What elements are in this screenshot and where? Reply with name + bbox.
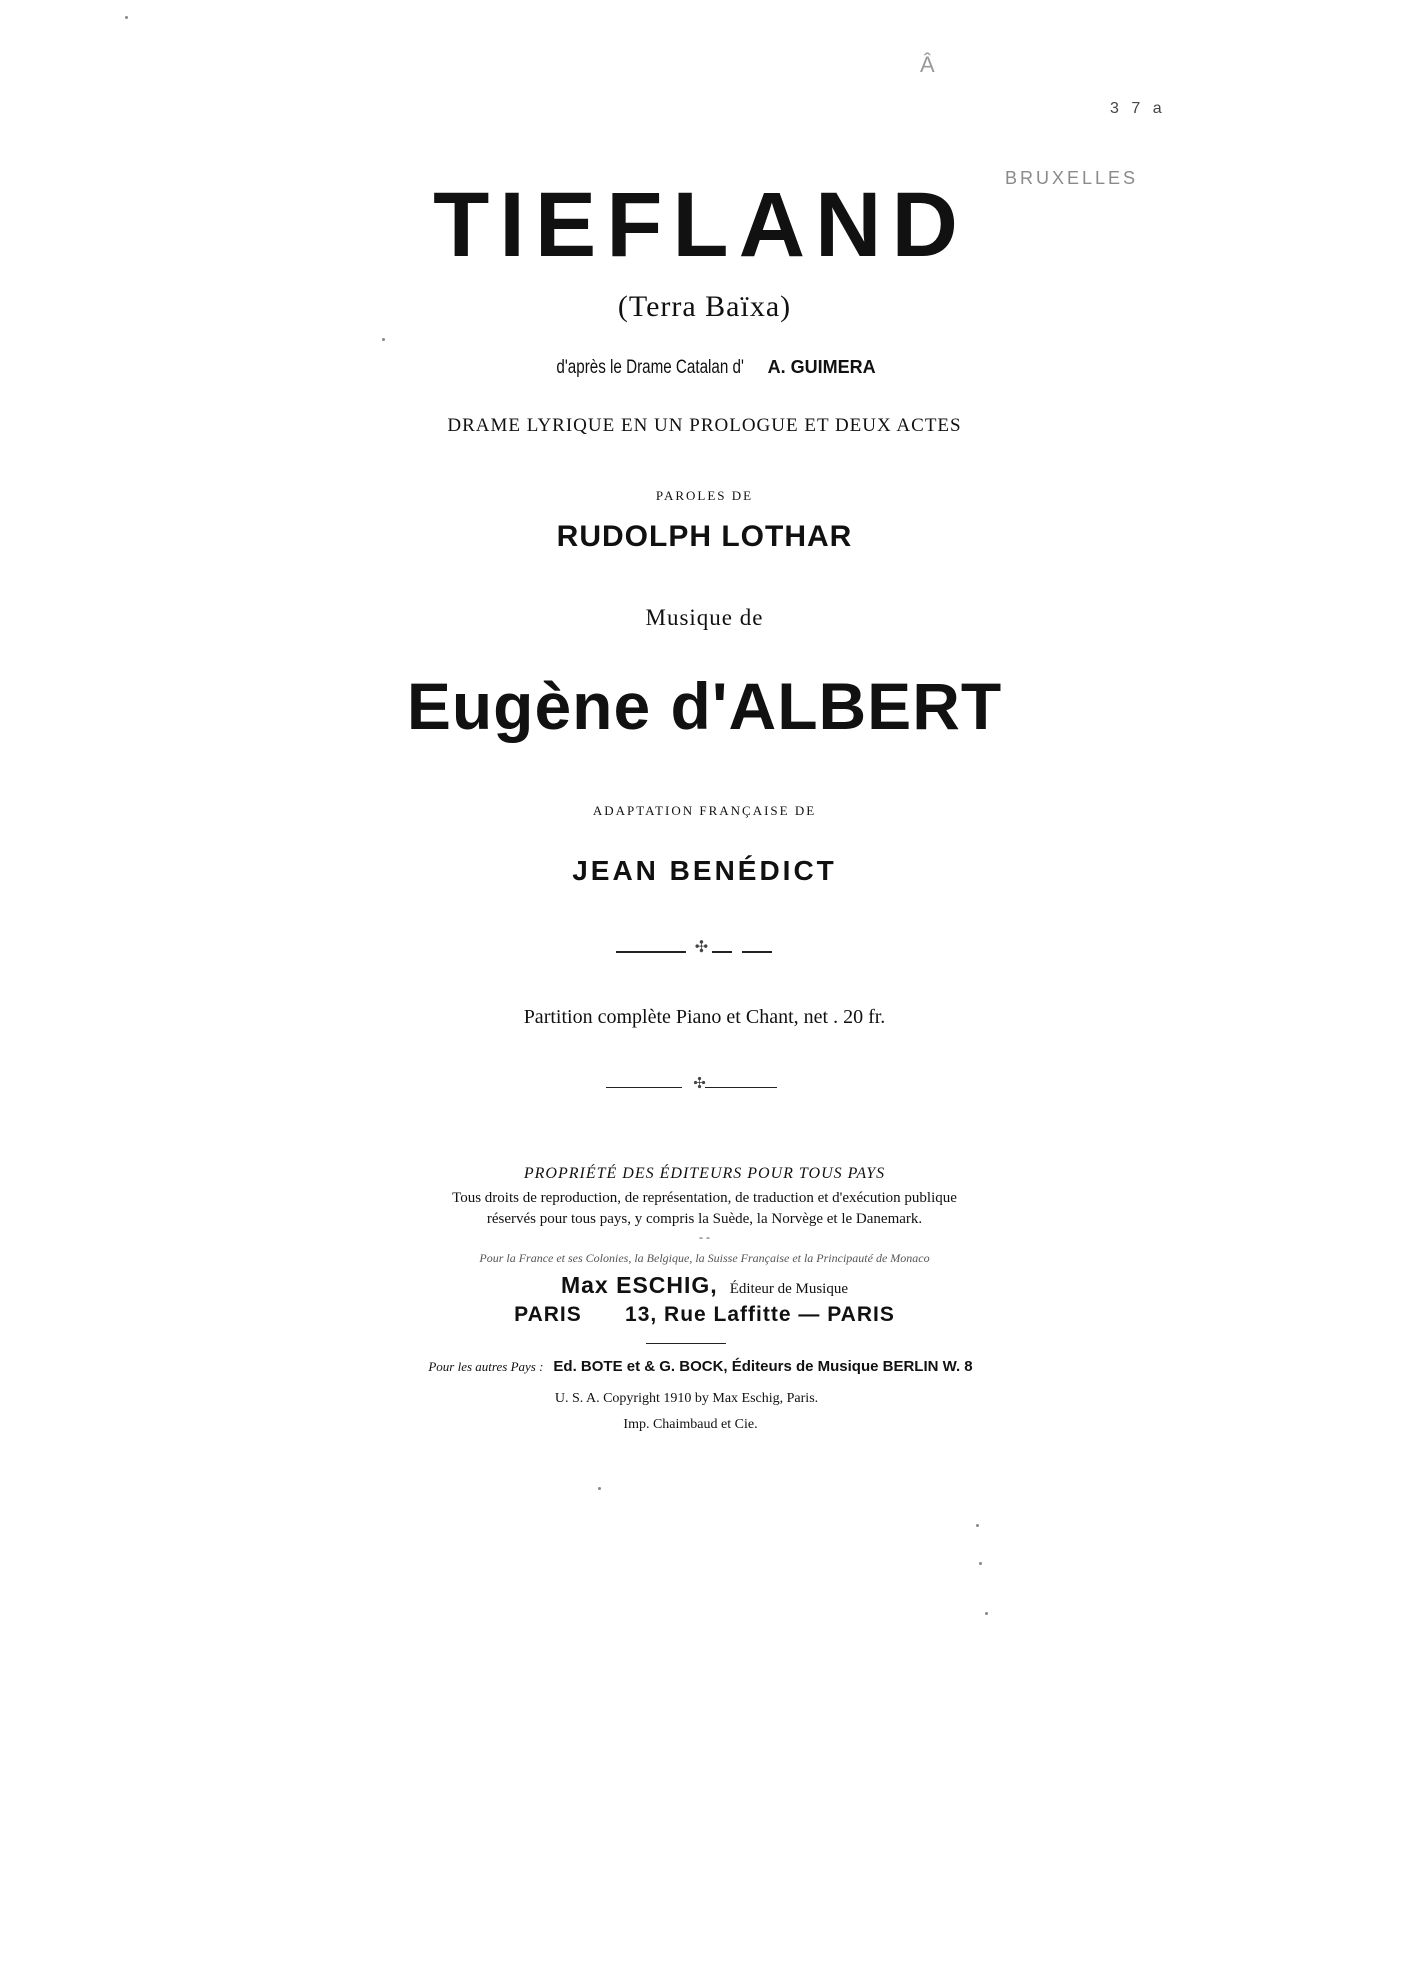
publisher-name: Max ESCHIG, bbox=[560, 1272, 718, 1298]
speck bbox=[985, 1612, 988, 1615]
library-stamp: Â bbox=[920, 52, 941, 77]
subtitle: (Terra Baïxa) bbox=[617, 290, 792, 323]
speck bbox=[125, 16, 128, 19]
rights-text-1: Tous droits de reproduction, de représentation, de traduction et d'exécution publique bbox=[452, 1190, 957, 1206]
price-line: Partition complète Piano et Chant, net . 20 fr. bbox=[523, 1006, 886, 1028]
other-publisher-line bbox=[0, 1358, 1405, 1376]
publisher-address: 13, Rue Laffitte — PARIS bbox=[625, 1303, 895, 1326]
source-author: A. GUIMERA bbox=[767, 357, 876, 377]
library-stamp-city: BRUXELLES bbox=[1005, 168, 1139, 188]
speck bbox=[979, 1562, 982, 1565]
speck bbox=[598, 1487, 601, 1490]
rights-text-2: réservés pour tous pays, y compris la Suède, la Norvège et le Danemark. bbox=[486, 1211, 923, 1227]
adaptation-label: ADAPTATION FRANÇAISE DE bbox=[592, 803, 817, 818]
speck bbox=[976, 1524, 979, 1527]
short-rule: - - bbox=[699, 1230, 710, 1244]
publisher-address-line bbox=[0, 1302, 1409, 1327]
copyright: U. S. A. Copyright 1910 by Max Eschig, Paris. bbox=[554, 1391, 819, 1406]
rights-heading: PROPRIÉTÉ DES ÉDITEURS POUR TOUS PAYS bbox=[523, 1165, 886, 1182]
publisher-city: PARIS bbox=[514, 1303, 582, 1326]
ornament-icon-2: ✣ bbox=[693, 1076, 706, 1092]
printer: Imp. Chaimbaud et Cie. bbox=[623, 1417, 758, 1432]
page-title: TIEFLAND bbox=[433, 174, 968, 276]
adapter: JEAN BENÉDICT bbox=[572, 855, 837, 886]
other-publisher: Ed. BOTE et & G. BOCK, Éditeurs de Musique BERLIN W. 8 bbox=[553, 1358, 973, 1375]
ornament-icon: ✣ bbox=[694, 939, 709, 956]
divider bbox=[646, 1343, 726, 1344]
genre: DRAME LYRIQUE EN UN PROLOGUE ET DEUX ACTES bbox=[447, 415, 962, 436]
library-stamp-code: 3 7 a bbox=[1110, 100, 1166, 117]
lyricist: RUDOLPH LOTHAR bbox=[556, 520, 853, 553]
other-label: Pour les autres Pays : bbox=[428, 1359, 544, 1374]
music-label: Musique de bbox=[645, 605, 764, 630]
publisher-role: Éditeur de Musique bbox=[729, 1281, 849, 1297]
publisher-line bbox=[0, 1272, 1409, 1299]
source-credit bbox=[0, 357, 1409, 379]
speck bbox=[382, 338, 385, 341]
source-credit-prefix: d'après le Drame Catalan d' bbox=[556, 357, 745, 378]
composer: Eugène d'ALBERT bbox=[406, 669, 1003, 743]
territories: Pour la France et ses Colonies, la Belgique, la Suisse Française et la Principauté de Monaco bbox=[479, 1251, 930, 1265]
lyrics-label: PAROLES DE bbox=[655, 488, 754, 503]
